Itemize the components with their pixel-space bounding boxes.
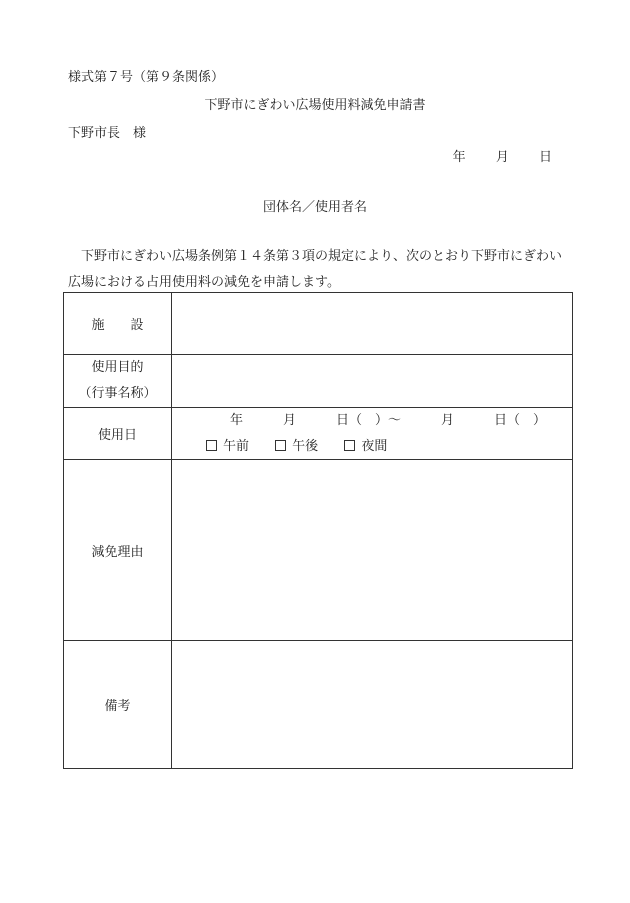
usage-year-label: 年 (230, 412, 244, 428)
facility-field[interactable] (172, 293, 573, 355)
usage-day1-label: 日（ ）～ (335, 412, 401, 428)
usage-date-range (172, 410, 572, 432)
purpose-field[interactable] (172, 355, 573, 408)
option-night[interactable] (344, 436, 387, 458)
date-year-label: 年 (452, 150, 466, 165)
reason-row (64, 460, 573, 641)
purpose-row (64, 355, 573, 408)
facility-row (64, 293, 573, 355)
option-afternoon-label: 午後 (292, 438, 319, 454)
remarks-field[interactable] (172, 641, 573, 769)
option-night-label: 夜間 (361, 438, 388, 454)
purpose-label-line1: 使用目的 (91, 360, 144, 375)
date-month-label: 月 (495, 150, 509, 165)
usage-date-row (64, 408, 573, 460)
remarks-row (64, 641, 573, 769)
usage-month1-label: 月 (282, 412, 296, 428)
usage-date-field[interactable] (172, 408, 573, 460)
option-morning[interactable] (206, 436, 249, 458)
reason-label: 減免理由 (64, 460, 172, 641)
checkbox-icon[interactable] (275, 440, 286, 451)
usage-month2-label: 月 (440, 412, 454, 428)
time-options (172, 436, 572, 458)
option-morning-label: 午前 (223, 438, 250, 454)
application-statement: 下野市にぎわい広場条例第１４条第３項の規定により、次のとおり下野市にぎわい広場における占用使用料の減免を申請します。 (68, 249, 563, 290)
checkbox-icon[interactable] (206, 440, 217, 451)
application-table (63, 292, 573, 769)
document-title: 下野市にぎわい広場使用料減免申請書 (204, 98, 426, 113)
usage-day2-label: 日（ ） (493, 412, 546, 428)
option-afternoon[interactable] (275, 436, 318, 458)
reason-field[interactable] (172, 460, 573, 641)
purpose-label-line2: （行事名称） (78, 386, 157, 401)
facility-label: 施 設 (64, 293, 172, 355)
addressee: 下野市長 様 (68, 126, 147, 141)
remarks-label: 備考 (64, 641, 172, 769)
application-date (427, 146, 552, 165)
date-day-label: 日 (538, 150, 552, 165)
checkbox-icon[interactable] (344, 440, 355, 451)
form-number: 様式第７号（第９条関係） (68, 70, 225, 85)
usage-date-label: 使用日 (64, 408, 172, 460)
purpose-label (64, 355, 172, 408)
organization-label: 団体名／使用者名 (262, 200, 367, 215)
